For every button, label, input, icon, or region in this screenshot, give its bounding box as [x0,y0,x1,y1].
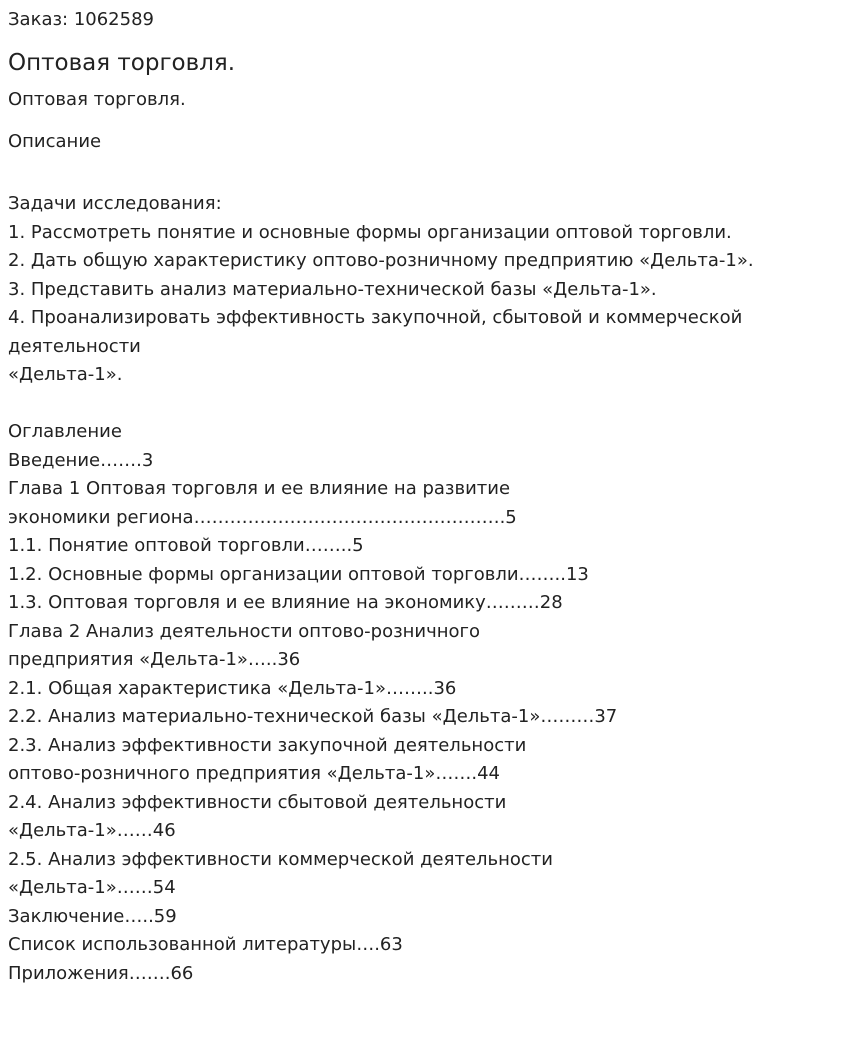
research-tasks-heading: Задачи исследования: [8,193,222,214]
page-title: Оптовая торговля. [8,50,236,76]
description-heading: Описание [8,131,102,152]
task-line: 4. Проанализировать эффективность закупочной, сбытовой и коммерческой [8,307,743,328]
task-line: 1. Рассмотреть понятие и основные формы организации оптовой торговли. [8,221,732,243]
task-line: 3. Представить анализ материально-технической базы «Дельта-1». [8,278,657,300]
order-number: Заказ: 1062589 [8,9,154,30]
toc-line: «Дельта-1»……54 [8,877,176,898]
task-line: 2. Дать общую характеристику оптово-розничному предприятию «Дельта-1». [8,250,754,271]
toc-line: «Дельта-1»……46 [8,820,176,841]
research-tasks [8,190,847,390]
page-subtitle: Оптовая торговля. [8,89,186,110]
toc-line: 1.3. Оптовая торговля и ее влияние на экономику………28 [8,592,563,613]
task-line: деятельности [8,335,141,357]
toc-line: Приложения…….66 [8,962,194,984]
toc-line: 1.2. Основные формы организации оптовой торговли……..13 [8,563,589,585]
toc-line: 2.2. Анализ материально-технической базы «Дельта-1»………37 [8,706,618,727]
toc-line: 2.5. Анализ эффективности коммерческой деятельности [8,848,553,870]
task-line: «Дельта-1». [8,364,123,385]
toc-line: Глава 1 Оптовая торговля и ее влияние на развитие [8,478,511,499]
table-of-contents [8,418,847,988]
toc-line: Заключение…..59 [8,905,177,927]
toc-line: Список использованной литературы….63 [8,934,403,955]
toc-line: 2.3. Анализ эффективности закупочной деятельности [8,734,527,756]
toc-line: 1.1. Понятие оптовой торговли……..5 [8,535,364,556]
toc-line: 2.1. Общая характеристика «Дельта-1»……..36 [8,677,457,699]
toc-line: предприятия «Дельта-1»…..36 [8,649,301,670]
toc-heading: Оглавление [8,421,122,442]
toc-line: 2.4. Анализ эффективности сбытовой деятельности [8,791,507,813]
toc-line: Глава 2 Анализ деятельности оптово-розничного [8,620,481,642]
toc-line: Введение…….3 [8,449,154,471]
toc-line: оптово-розничного предприятия «Дельта-1»…….44 [8,763,501,784]
toc-line: экономики региона…………………………………………….5 [8,506,517,528]
blank-line [8,390,847,419]
